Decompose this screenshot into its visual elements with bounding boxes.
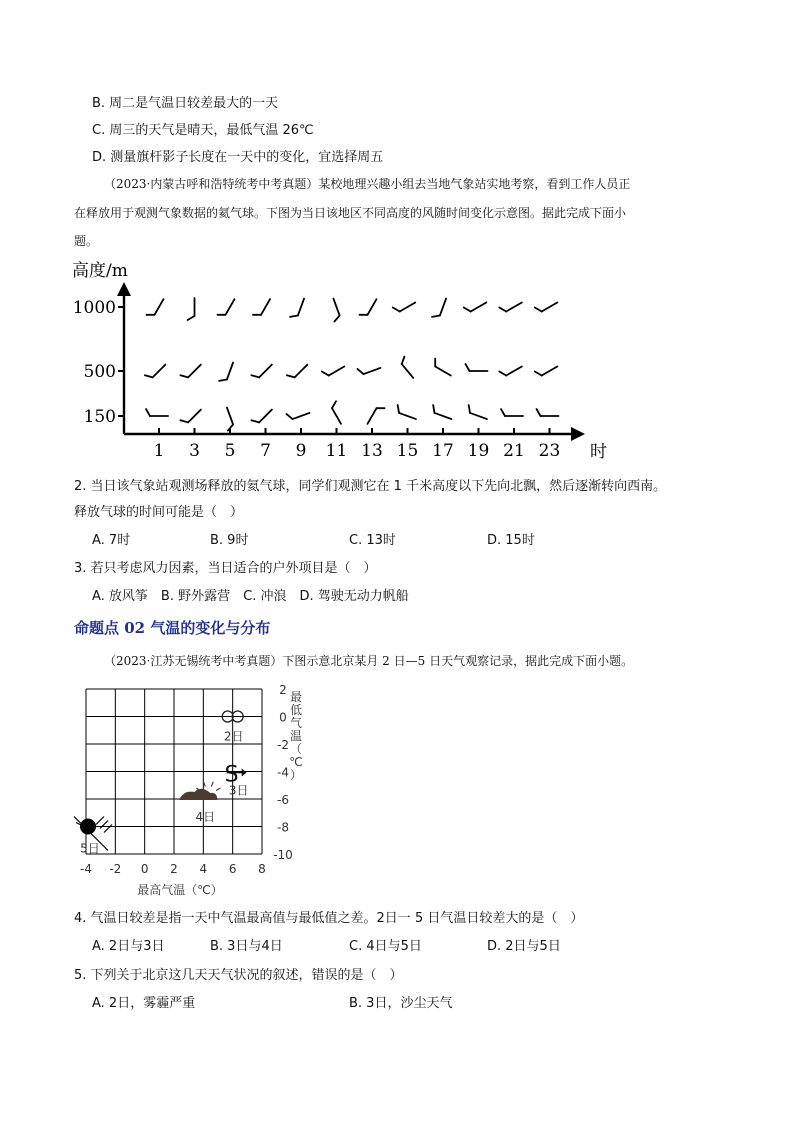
wind-barb-feather	[501, 409, 505, 416]
wind-barb-staff	[293, 413, 310, 419]
wind-barb-staff	[402, 364, 414, 378]
q2-option-c: C. 13时	[349, 533, 396, 548]
wind-barb-staff	[333, 299, 339, 316]
x-tick-label: 9	[295, 441, 307, 461]
wind-barb	[333, 299, 339, 322]
wind-barb-feather	[535, 308, 542, 312]
wind-barb-staff	[440, 299, 446, 316]
wind-barb	[146, 409, 168, 416]
wind-barb	[147, 299, 164, 315]
wind-barb-feather	[219, 379, 227, 380]
q4-option-a: A. 2日与3日	[92, 939, 165, 954]
x-tick-label: 21	[503, 441, 525, 461]
x-tick-label: 1	[153, 441, 165, 461]
wind-barb	[180, 410, 200, 423]
x-tick-label: 23	[538, 441, 561, 461]
wind-barb-feather	[398, 405, 399, 413]
wind-barb-feather	[287, 375, 295, 377]
wind-barb-staff	[227, 363, 233, 380]
wind-barb	[188, 298, 195, 320]
wind-barb-feather	[499, 308, 506, 312]
wind-barb	[368, 408, 385, 424]
wind-barb	[501, 409, 523, 416]
wind-barb	[290, 299, 304, 317]
wind-barb	[180, 365, 200, 378]
y-tick-label: -6	[277, 793, 289, 807]
x-tick-label: 8	[258, 862, 266, 876]
x-axis-label: 最高气温（℃）	[137, 883, 223, 897]
weather-point-cloudy	[179, 782, 220, 824]
wind-icon-feather	[100, 821, 108, 829]
wind-barb-staff	[368, 299, 377, 315]
sun-ray-icon	[211, 782, 213, 787]
cloud-icon	[179, 789, 217, 800]
temperature-chart	[70, 676, 310, 906]
wind-barb-staff	[435, 413, 452, 419]
y-tick-label: -8	[277, 820, 289, 835]
wind-barb	[286, 413, 309, 419]
wind-barb-staff	[298, 299, 304, 316]
point-label: 4日	[195, 810, 216, 824]
wind-icon-feather	[104, 825, 112, 833]
wind-barb	[499, 367, 522, 376]
sandstorm-icon: S	[224, 762, 239, 788]
wind-barb-feather	[180, 420, 188, 422]
wind-barb-feather	[332, 401, 336, 408]
wind-barb	[145, 365, 165, 378]
wind-barb-staff	[188, 365, 201, 378]
wind-barb	[537, 409, 559, 416]
section-heading: 命题点 02 气温的变化与分布	[74, 619, 271, 637]
wind-barb	[227, 408, 233, 431]
wind-barb	[253, 299, 270, 315]
wind-icon-feather	[96, 817, 104, 825]
wind-barb-staff	[400, 303, 416, 312]
passage1-line2: 在释放用于观测气象数据的氦气球。下图为当日该地区不同高度的风随时间变化示意图。据此完成下面小	[74, 206, 627, 220]
point-label: 3日	[228, 783, 249, 798]
y-axis-label-char: 气	[289, 716, 303, 730]
q5-option-b: B. 3日，沙尘天气	[349, 996, 453, 1011]
wind-barb	[432, 299, 446, 317]
wind-barb	[218, 299, 235, 315]
x-tick-label: 3	[189, 441, 200, 461]
wind-barb-chart	[60, 254, 607, 469]
x-tick-label: 4	[199, 862, 208, 876]
y-tick-label: 0	[279, 710, 287, 725]
wind-barb-feather	[334, 315, 339, 321]
wind-barb-staff	[542, 367, 558, 376]
q1-option-d: D. 测量旗杆影子长度在一天中的变化，宜选择周五	[92, 150, 384, 165]
x-tick-label: 13	[361, 441, 383, 461]
q3-stem: 3. 若只考虑风力因素，当日适合的户外项目是（ ）	[74, 561, 377, 576]
wind-barb	[219, 363, 233, 381]
wind-barb-staff	[332, 408, 341, 424]
wind-barb-staff	[506, 367, 522, 376]
y-axis-label	[289, 690, 302, 782]
wind-barb-staff	[399, 413, 416, 419]
q2-stem-line2: 释放气球的时间可能是（ ）	[74, 505, 244, 520]
wind-barb	[357, 368, 380, 374]
q2-option-a: A. 7时	[92, 533, 131, 548]
x-tick-label: 17	[432, 441, 454, 461]
wind-barb	[433, 405, 451, 419]
wind-barb-staff	[188, 410, 201, 423]
wind-barb	[435, 359, 451, 376]
passage1-line1: （2023·内蒙古呼和浩特统考中考真题）某校地理兴趣小组去当地气象站实地考察，看到工作人员正	[104, 177, 631, 191]
passage1-line3: 题。	[74, 234, 99, 248]
wind-barb	[499, 303, 522, 312]
q5-option-a: A. 2日，雾霾严重	[92, 996, 196, 1011]
y-axis-arrow	[117, 282, 131, 296]
wind-barb	[332, 401, 341, 424]
wind-barb	[360, 299, 377, 315]
wind-barb-feather	[290, 315, 298, 316]
q4-option-b: B. 3日与4日	[210, 939, 283, 954]
x-tick-label: 15	[396, 441, 419, 461]
wind-barb	[469, 405, 487, 419]
wind-barb	[466, 364, 488, 371]
wind-barb-feather	[188, 316, 195, 320]
wind-barb	[251, 410, 271, 423]
y-tick-label: 2	[279, 683, 287, 697]
x-tick-label: 11	[325, 441, 348, 461]
q1-option-c: C. 周三的天气是晴天，最低气温 26℃	[92, 123, 314, 138]
weather-point-sunny-windy	[74, 817, 112, 856]
y-tick-label: 150	[83, 407, 116, 427]
x-tick-label: 5	[224, 441, 236, 461]
wind-barb-staff	[226, 299, 235, 315]
wind-barb-feather	[402, 357, 405, 365]
wind-barb-staff	[329, 367, 345, 376]
y-tick-label: -4	[277, 765, 289, 780]
wind-barb	[535, 303, 558, 312]
q1-option-b: B. 周二是气温日较差最大的一天	[92, 96, 279, 111]
q4-stem: 4. 气温日较差是指一天中气温最高值与最低值之差。2日一 5 日气温日较差大的是（ ）	[74, 911, 584, 926]
q2-stem-line1: 2. 当日该气象站观测场释放的氦气球，同学们观测它在 1 千米高度以下先向北飘，然后逐渐转向西南。	[74, 479, 667, 494]
x-tick-label: -4	[80, 862, 92, 876]
wind-barb-staff	[155, 299, 164, 315]
wind-barb-staff	[295, 365, 308, 378]
wind-barb-feather	[433, 405, 434, 413]
wind-barb-feather	[286, 414, 292, 419]
q3-options: A. 放风筝 B. 野外露营 C. 冲浪 D. 驾驶无动力帆船	[92, 589, 409, 604]
y-axis-label-char: ）	[289, 768, 303, 782]
y-axis-label: 高度/m	[72, 261, 128, 281]
wind-barb-feather	[464, 308, 471, 312]
x-axis-arrow	[571, 427, 585, 441]
y-tick-label: 1000	[72, 298, 116, 318]
q4-option-c: C. 4日与5日	[349, 939, 422, 954]
wind-barb-staff	[368, 408, 377, 424]
wind-barb	[402, 357, 414, 378]
y-tick-label: -10	[273, 848, 293, 862]
wind-barb-feather	[393, 308, 400, 312]
wind-barb-feather	[251, 375, 259, 377]
y-axis-label-char: ℃	[289, 755, 303, 769]
wind-barb	[287, 365, 307, 378]
point-label: 5日	[80, 841, 100, 856]
wind-barb-feather	[469, 405, 470, 413]
wind-barb	[398, 405, 416, 419]
wind-barb-feather	[322, 372, 329, 376]
wind-barb-staff	[506, 303, 522, 312]
wind-barb-staff	[261, 299, 270, 315]
wind-barb-feather	[432, 315, 440, 316]
wind-barb-feather	[535, 372, 542, 376]
wind-barb-staff	[542, 303, 558, 312]
q2-option-b: B. 9时	[210, 533, 249, 548]
x-tick-label: 7	[260, 441, 271, 461]
x-tick-label: 0	[140, 862, 149, 876]
passage2: （2023·江苏无锡统考中考真题）下图示意北京某月 2 日—5 日天气观察记录，据此完成下面小题。	[104, 654, 634, 668]
y-tick-label: -2	[277, 738, 289, 752]
wind-barb-staff	[259, 410, 272, 423]
wind-barb-staff	[470, 413, 487, 419]
x-tick-label: 19	[467, 441, 490, 461]
wind-barb-feather	[466, 364, 470, 371]
sun-icon	[80, 819, 96, 835]
wind-barb	[322, 367, 345, 376]
wind-barb-staff	[153, 365, 166, 378]
q2-option-d: D. 15时	[487, 533, 535, 548]
x-tick-label: -2	[109, 862, 122, 876]
sandstorm-icon-arrowhead	[242, 769, 247, 777]
y-axis-label-char: 温	[289, 729, 303, 743]
y-axis-label-char: 低	[289, 703, 303, 717]
wind-barb-feather	[251, 420, 259, 422]
point-label: 2日	[223, 729, 244, 744]
wind-barb	[535, 367, 558, 376]
wind-barb-staff	[364, 368, 381, 374]
wind-barb-feather	[499, 372, 506, 376]
wind-barb-feather	[537, 409, 541, 416]
q5-stem: 5. 下列关于北京这几天天气状况的叙述，错误的是（ ）	[74, 968, 403, 983]
wind-barb	[393, 303, 416, 312]
q4-option-d: D. 2日与5日	[487, 939, 561, 954]
sun-ray-icon	[216, 788, 220, 791]
wind-barb	[464, 303, 487, 312]
wind-barb	[251, 365, 271, 378]
weather-point-sandstorm	[225, 763, 249, 798]
y-tick-label: 500	[83, 362, 116, 382]
wind-barb-staff	[435, 367, 451, 376]
wind-barb-staff	[259, 365, 272, 378]
wind-barb-feather	[146, 409, 150, 416]
y-axis-label-char: （	[289, 742, 303, 756]
x-tick-label: 6	[228, 862, 237, 876]
wind-barb-feather	[180, 375, 188, 377]
wind-barb-staff	[227, 408, 233, 425]
x-tick-label: 2	[170, 862, 178, 876]
wind-barb-feather	[145, 375, 153, 377]
y-axis-label-char: 最	[289, 690, 303, 704]
wind-barb-staff	[471, 303, 487, 312]
x-axis-label: 时	[590, 442, 607, 462]
wind-barb-feather	[357, 369, 363, 374]
